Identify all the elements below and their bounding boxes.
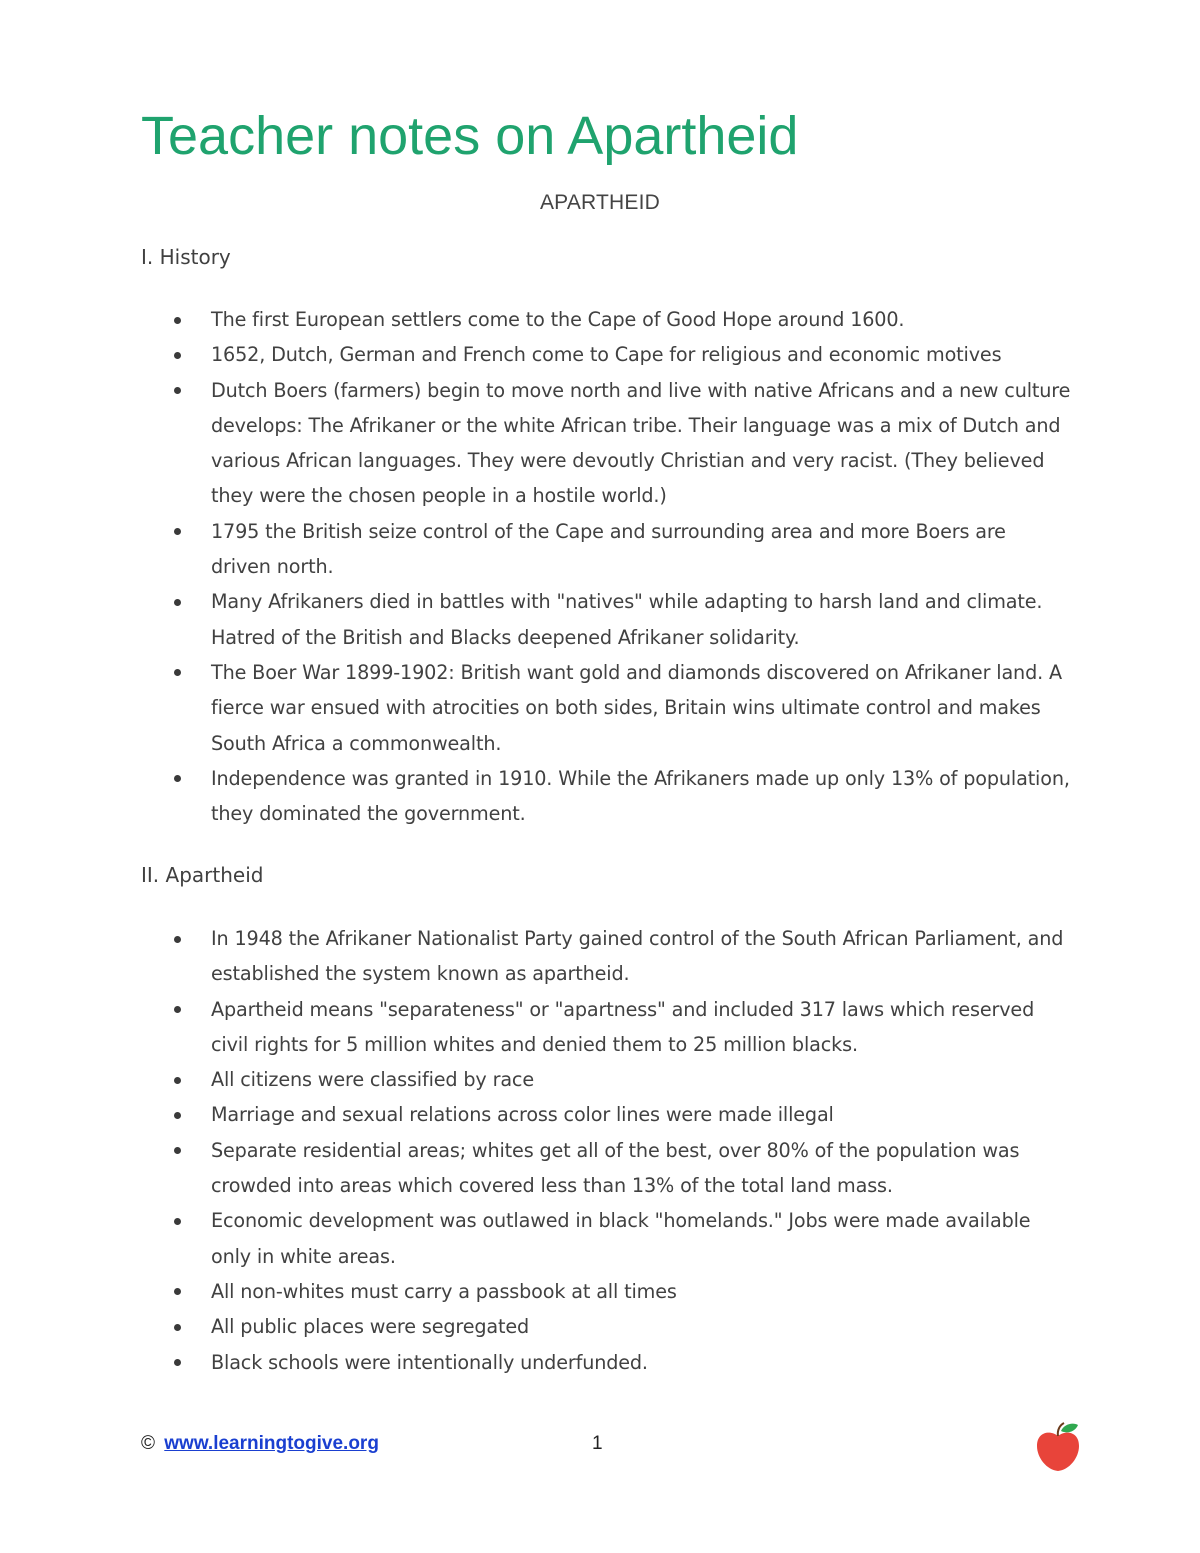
list-item [0, 655, 1071, 761]
list-item [0, 1345, 1071, 1380]
section-heading-history: I. History [141, 245, 231, 269]
bullet-icon [174, 387, 181, 394]
bullet-icon [174, 599, 181, 606]
list-item [0, 921, 1071, 992]
page-number: 1 [592, 1433, 603, 1454]
bullet-icon [174, 1288, 181, 1295]
list-item [0, 1062, 1071, 1097]
list-item [0, 761, 1071, 832]
section-heading-apartheid: II. Apartheid [141, 863, 264, 887]
bullet-icon [174, 1077, 181, 1084]
bullet-icon [174, 1218, 181, 1225]
list-item-text: Independence was granted in 1910. While the Afrikaners made up only 13% of population, they dominated the government. [211, 766, 1070, 826]
bullet-icon [174, 1006, 181, 1013]
list-item-text: 1652, Dutch, German and French come to Cape for religious and economic motives [211, 343, 1002, 367]
list-item [0, 992, 1071, 1063]
list-item [0, 1203, 1071, 1274]
list-item-text: All non-whites must carry a passbook at all times [211, 1279, 677, 1303]
list-item [0, 584, 1071, 655]
list-item-text: All public places were segregated [211, 1315, 530, 1339]
bullet-icon [174, 317, 181, 324]
page-footer [0, 1430, 1200, 1490]
list-item-text: Many Afrikaners died in battles with "natives" while adapting to harsh land and climate. Hatred of the British and Blacks deepened Afrikaner solidarity. [211, 590, 1043, 649]
page-subtitle: APARTHEID [539, 191, 661, 214]
bullet-icon [174, 669, 181, 676]
list-item [0, 337, 1071, 372]
bullet-icon [174, 528, 181, 535]
bullet-icon [174, 352, 181, 359]
bullet-icon [174, 1112, 181, 1119]
list-item [0, 373, 1071, 514]
list-item-text: Black schools were intentionally underfunded. [211, 1350, 648, 1374]
page-title: Teacher notes on Apartheid [141, 106, 799, 166]
bullet-icon [174, 1147, 181, 1154]
list-item-text: The Boer War 1899-1902: British want gold and diamonds discovered on Afrikaner land. A fierce war ensued with atrocities on both sides, Britain wins ultimate control and makes South Africa a commonwealth. [211, 660, 1062, 755]
list-item [0, 302, 1071, 337]
website-link[interactable]: www.learningtogive.org [164, 1433, 379, 1454]
list-item-text: Separate residential areas; whites get all of the best, over 80% of the population was crowded into areas which covered less than 13% of the total land mass. [211, 1138, 1020, 1198]
apartheid-bullet-list [0, 921, 1200, 1380]
bullet-icon [174, 1359, 181, 1366]
list-item-text: 1795 the British seize control of the Cape and surrounding area and more Boers are driven north. [211, 519, 1006, 579]
list-item [0, 1274, 1071, 1309]
list-item-text: Dutch Boers (farmers) begin to move north and live with native Africans and a new culture develops: The Afrikaner or the white African tribe. Their language was a mix of Dutch and various African languages. They were devoutly Christian and very racist. (They believed they were the chosen people in a hostile world.) [211, 378, 1071, 508]
apple-logo-icon [1033, 1422, 1083, 1474]
list-item [0, 1133, 1071, 1204]
list-item [0, 1097, 1071, 1132]
copyright-notice [141, 1432, 379, 1456]
list-item-text: Apartheid means "separateness" or "apartness" and included 317 laws which reserved civil rights for 5 million whites and denied them to 25 million blacks. [211, 997, 1035, 1056]
list-item-text: The first European settlers come to the Cape of Good Hope around 1600. [211, 308, 905, 331]
copyright-symbol: © [141, 1433, 155, 1454]
list-item [0, 514, 1071, 585]
list-item-text: All citizens were classified by race [211, 1068, 534, 1092]
list-item-text: Marriage and sexual relations across color lines were made illegal [211, 1103, 834, 1127]
list-item [0, 1309, 1071, 1344]
list-item-text: Economic development was outlawed in black "homelands." Jobs were made available only in white areas. [211, 1209, 1031, 1268]
bullet-icon [174, 775, 181, 782]
history-bullet-list [0, 302, 1200, 831]
list-item-text: In 1948 the Afrikaner Nationalist Party gained control of the South African Parliament, and established the system known as apartheid. [211, 927, 1064, 986]
bullet-icon [174, 1324, 181, 1331]
bullet-icon [174, 936, 181, 943]
